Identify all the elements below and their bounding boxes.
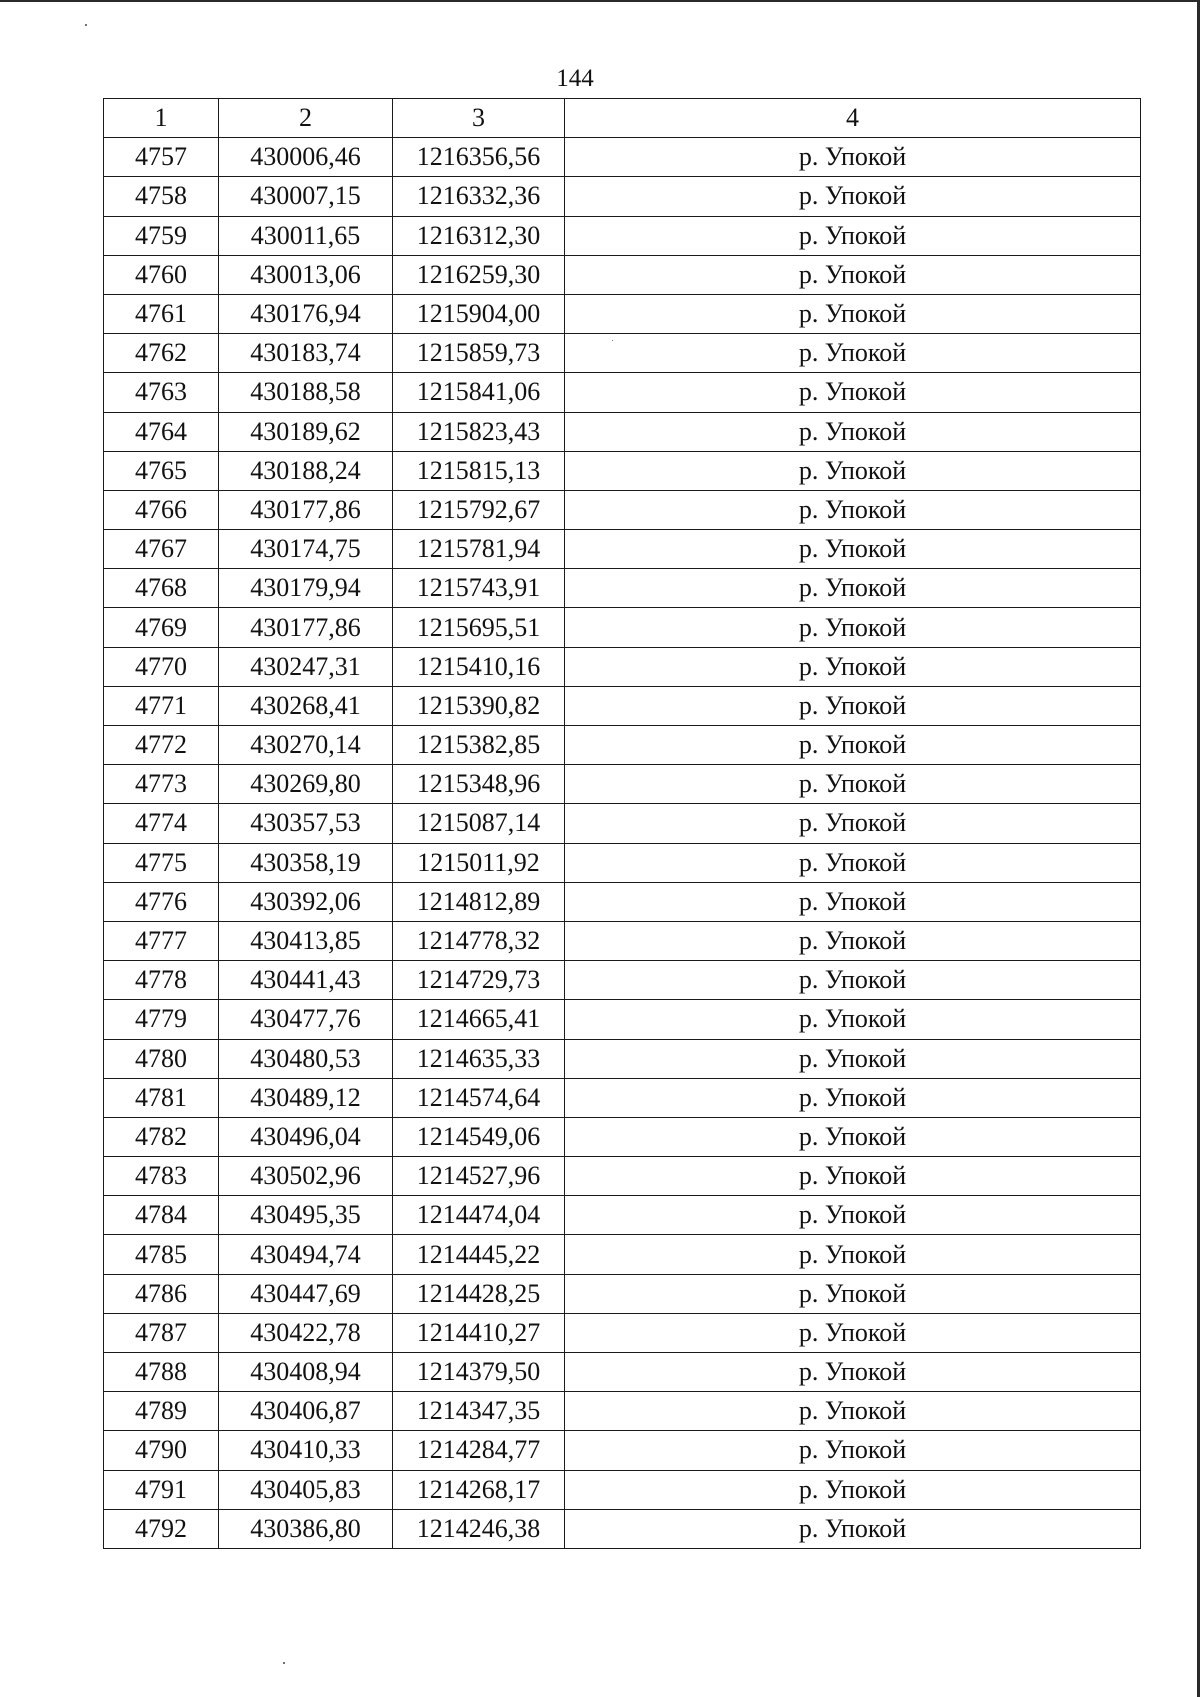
y-coordinate-cell: 1215792,67: [393, 490, 565, 529]
x-coordinate-cell: 430188,24: [219, 451, 393, 490]
y-coordinate-cell: 1214574,64: [393, 1078, 565, 1117]
description-cell: р. Упокой: [565, 608, 1141, 647]
x-coordinate-cell: 430176,94: [219, 294, 393, 333]
x-coordinate-cell: 430494,74: [219, 1235, 393, 1274]
table-row: [104, 255, 1141, 294]
table-row: [104, 921, 1141, 960]
table-row: [104, 726, 1141, 765]
table-row: [104, 530, 1141, 569]
x-coordinate-cell: 430406,87: [219, 1392, 393, 1431]
description-cell: р. Упокой: [565, 765, 1141, 804]
x-coordinate-cell: 430013,06: [219, 255, 393, 294]
x-coordinate-cell: 430268,41: [219, 686, 393, 725]
y-coordinate-cell: 1215904,00: [393, 294, 565, 333]
table-row: [104, 961, 1141, 1000]
table-row: [104, 1000, 1141, 1039]
point-number-cell: 4779: [104, 1000, 219, 1039]
y-coordinate-cell: 1215815,13: [393, 451, 565, 490]
x-coordinate-cell: 430496,04: [219, 1117, 393, 1156]
point-number-cell: 4788: [104, 1353, 219, 1392]
description-cell: р. Упокой: [565, 177, 1141, 216]
y-coordinate-cell: 1215841,06: [393, 373, 565, 412]
description-cell: р. Упокой: [565, 373, 1141, 412]
y-coordinate-cell: 1214812,89: [393, 882, 565, 921]
table-header: [104, 99, 1141, 138]
description-cell: р. Упокой: [565, 961, 1141, 1000]
description-cell: р. Упокой: [565, 1509, 1141, 1548]
y-coordinate-cell: 1214268,17: [393, 1470, 565, 1509]
description-cell: р. Упокой: [565, 647, 1141, 686]
x-coordinate-cell: 430358,19: [219, 843, 393, 882]
y-coordinate-cell: 1214549,06: [393, 1117, 565, 1156]
y-coordinate-cell: 1214729,73: [393, 961, 565, 1000]
y-coordinate-cell: 1214428,25: [393, 1274, 565, 1313]
table-row: [104, 608, 1141, 647]
header-cell-2: 2: [219, 99, 393, 138]
description-cell: р. Упокой: [565, 1431, 1141, 1470]
x-coordinate-cell: 430405,83: [219, 1470, 393, 1509]
description-cell: р. Упокой: [565, 1274, 1141, 1313]
point-number-cell: 4768: [104, 569, 219, 608]
point-number-cell: 4764: [104, 412, 219, 451]
description-cell: р. Упокой: [565, 843, 1141, 882]
y-coordinate-cell: 1214527,96: [393, 1157, 565, 1196]
scan-speck: [283, 1662, 285, 1664]
point-number-cell: 4770: [104, 647, 219, 686]
point-number-cell: 4765: [104, 451, 219, 490]
x-coordinate-cell: 430422,78: [219, 1313, 393, 1352]
point-number-cell: 4782: [104, 1117, 219, 1156]
table-row: [104, 451, 1141, 490]
y-coordinate-cell: 1214246,38: [393, 1509, 565, 1548]
table-row: [104, 1274, 1141, 1313]
description-cell: р. Упокой: [565, 490, 1141, 529]
table-row: [104, 1039, 1141, 1078]
y-coordinate-cell: 1216356,56: [393, 138, 565, 177]
description-cell: р. Упокой: [565, 1117, 1141, 1156]
header-cell-4: 4: [565, 99, 1141, 138]
y-coordinate-cell: 1215410,16: [393, 647, 565, 686]
description-cell: р. Упокой: [565, 1392, 1141, 1431]
point-number-cell: 4772: [104, 726, 219, 765]
table-row: [104, 216, 1141, 255]
table-row: [104, 1235, 1141, 1274]
point-number-cell: 4791: [104, 1470, 219, 1509]
x-coordinate-cell: 430357,53: [219, 804, 393, 843]
x-coordinate-cell: 430011,65: [219, 216, 393, 255]
y-coordinate-cell: 1214410,27: [393, 1313, 565, 1352]
y-coordinate-cell: 1215011,92: [393, 843, 565, 882]
table-row: [104, 138, 1141, 177]
point-number-cell: 4763: [104, 373, 219, 412]
header-cell-1: 1: [104, 99, 219, 138]
y-coordinate-cell: 1214665,41: [393, 1000, 565, 1039]
table-row: [104, 765, 1141, 804]
y-coordinate-cell: 1214635,33: [393, 1039, 565, 1078]
description-cell: р. Упокой: [565, 412, 1141, 451]
description-cell: р. Упокой: [565, 1000, 1141, 1039]
point-number-cell: 4790: [104, 1431, 219, 1470]
point-number-cell: 4787: [104, 1313, 219, 1352]
scan-edge-top: [0, 0, 1200, 2]
table-row: [104, 373, 1141, 412]
description-cell: р. Упокой: [565, 1039, 1141, 1078]
x-coordinate-cell: 430269,80: [219, 765, 393, 804]
description-cell: р. Упокой: [565, 1196, 1141, 1235]
table-row: [104, 177, 1141, 216]
description-cell: р. Упокой: [565, 882, 1141, 921]
point-number-cell: 4776: [104, 882, 219, 921]
point-number-cell: 4792: [104, 1509, 219, 1548]
x-coordinate-cell: 430189,62: [219, 412, 393, 451]
x-coordinate-cell: 430179,94: [219, 569, 393, 608]
x-coordinate-cell: 430489,12: [219, 1078, 393, 1117]
x-coordinate-cell: 430495,35: [219, 1196, 393, 1235]
table-row: [104, 490, 1141, 529]
table-row: [104, 843, 1141, 882]
point-number-cell: 4757: [104, 138, 219, 177]
description-cell: р. Упокой: [565, 294, 1141, 333]
point-number-cell: 4777: [104, 921, 219, 960]
y-coordinate-cell: 1214445,22: [393, 1235, 565, 1274]
x-coordinate-cell: 430447,69: [219, 1274, 393, 1313]
point-number-cell: 4769: [104, 608, 219, 647]
x-coordinate-cell: 430408,94: [219, 1353, 393, 1392]
table-row: [104, 882, 1141, 921]
y-coordinate-cell: 1216332,36: [393, 177, 565, 216]
x-coordinate-cell: 430174,75: [219, 530, 393, 569]
table-row: [104, 1078, 1141, 1117]
point-number-cell: 4762: [104, 334, 219, 373]
point-number-cell: 4783: [104, 1157, 219, 1196]
table-row: [104, 1509, 1141, 1548]
point-number-cell: 4760: [104, 255, 219, 294]
x-coordinate-cell: 430502,96: [219, 1157, 393, 1196]
page-number: 144: [556, 65, 594, 92]
table-row: [104, 294, 1141, 333]
point-number-cell: 4771: [104, 686, 219, 725]
x-coordinate-cell: 430386,80: [219, 1509, 393, 1548]
y-coordinate-cell: 1215781,94: [393, 530, 565, 569]
table-row: [104, 686, 1141, 725]
description-cell: р. Упокой: [565, 1235, 1141, 1274]
description-cell: р. Упокой: [565, 255, 1141, 294]
table-row: [104, 1313, 1141, 1352]
description-cell: р. Упокой: [565, 726, 1141, 765]
point-number-cell: 4778: [104, 961, 219, 1000]
point-number-cell: 4774: [104, 804, 219, 843]
table-row: [104, 1392, 1141, 1431]
description-cell: р. Упокой: [565, 216, 1141, 255]
point-number-cell: 4785: [104, 1235, 219, 1274]
y-coordinate-cell: 1215382,85: [393, 726, 565, 765]
y-coordinate-cell: 1215859,73: [393, 334, 565, 373]
table-row: [104, 334, 1141, 373]
table-body: [104, 138, 1141, 1549]
description-cell: р. Упокой: [565, 1157, 1141, 1196]
point-number-cell: 4758: [104, 177, 219, 216]
table-row: [104, 1470, 1141, 1509]
description-cell: р. Упокой: [565, 1470, 1141, 1509]
description-cell: р. Упокой: [565, 1078, 1141, 1117]
table-row: [104, 804, 1141, 843]
x-coordinate-cell: 430413,85: [219, 921, 393, 960]
x-coordinate-cell: 430188,58: [219, 373, 393, 412]
x-coordinate-cell: 430480,53: [219, 1039, 393, 1078]
y-coordinate-cell: 1215348,96: [393, 765, 565, 804]
point-number-cell: 4784: [104, 1196, 219, 1235]
table-row: [104, 1196, 1141, 1235]
description-cell: р. Упокой: [565, 138, 1141, 177]
x-coordinate-cell: 430007,15: [219, 177, 393, 216]
description-cell: р. Упокой: [565, 569, 1141, 608]
y-coordinate-cell: 1214347,35: [393, 1392, 565, 1431]
x-coordinate-cell: 430410,33: [219, 1431, 393, 1470]
x-coordinate-cell: 430247,31: [219, 647, 393, 686]
x-coordinate-cell: 430006,46: [219, 138, 393, 177]
y-coordinate-cell: 1216312,30: [393, 216, 565, 255]
table-row: [104, 1117, 1141, 1156]
y-coordinate-cell: 1215087,14: [393, 804, 565, 843]
point-number-cell: 4766: [104, 490, 219, 529]
point-number-cell: 4759: [104, 216, 219, 255]
x-coordinate-cell: 430477,76: [219, 1000, 393, 1039]
table-row: [104, 1157, 1141, 1196]
description-cell: р. Упокой: [565, 451, 1141, 490]
description-cell: р. Упокой: [565, 530, 1141, 569]
scan-speck: [85, 24, 87, 26]
x-coordinate-cell: 430270,14: [219, 726, 393, 765]
header-row: [104, 99, 1141, 138]
point-number-cell: 4781: [104, 1078, 219, 1117]
y-coordinate-cell: 1214379,50: [393, 1353, 565, 1392]
y-coordinate-cell: 1215823,43: [393, 412, 565, 451]
x-coordinate-cell: 430183,74: [219, 334, 393, 373]
table-row: [104, 647, 1141, 686]
description-cell: р. Упокой: [565, 1353, 1141, 1392]
y-coordinate-cell: 1215695,51: [393, 608, 565, 647]
point-number-cell: 4767: [104, 530, 219, 569]
y-coordinate-cell: 1214474,04: [393, 1196, 565, 1235]
description-cell: р. Упокой: [565, 804, 1141, 843]
table-row: [104, 1431, 1141, 1470]
y-coordinate-cell: 1215390,82: [393, 686, 565, 725]
x-coordinate-cell: 430177,86: [219, 490, 393, 529]
x-coordinate-cell: 430441,43: [219, 961, 393, 1000]
point-number-cell: 4789: [104, 1392, 219, 1431]
description-cell: р. Упокой: [565, 1313, 1141, 1352]
description-cell: р. Упокой: [565, 334, 1141, 373]
x-coordinate-cell: 430177,86: [219, 608, 393, 647]
point-number-cell: 4780: [104, 1039, 219, 1078]
y-coordinate-cell: 1214778,32: [393, 921, 565, 960]
point-number-cell: 4761: [104, 294, 219, 333]
point-number-cell: 4773: [104, 765, 219, 804]
y-coordinate-cell: 1215743,91: [393, 569, 565, 608]
point-number-cell: 4786: [104, 1274, 219, 1313]
x-coordinate-cell: 430392,06: [219, 882, 393, 921]
table-row: [104, 1353, 1141, 1392]
point-number-cell: 4775: [104, 843, 219, 882]
y-coordinate-cell: 1214284,77: [393, 1431, 565, 1470]
header-cell-3: 3: [393, 99, 565, 138]
coordinates-table: [103, 98, 1141, 1549]
description-cell: р. Упокой: [565, 921, 1141, 960]
table-row: [104, 569, 1141, 608]
description-cell: р. Упокой: [565, 686, 1141, 725]
y-coordinate-cell: 1216259,30: [393, 255, 565, 294]
table-row: [104, 412, 1141, 451]
